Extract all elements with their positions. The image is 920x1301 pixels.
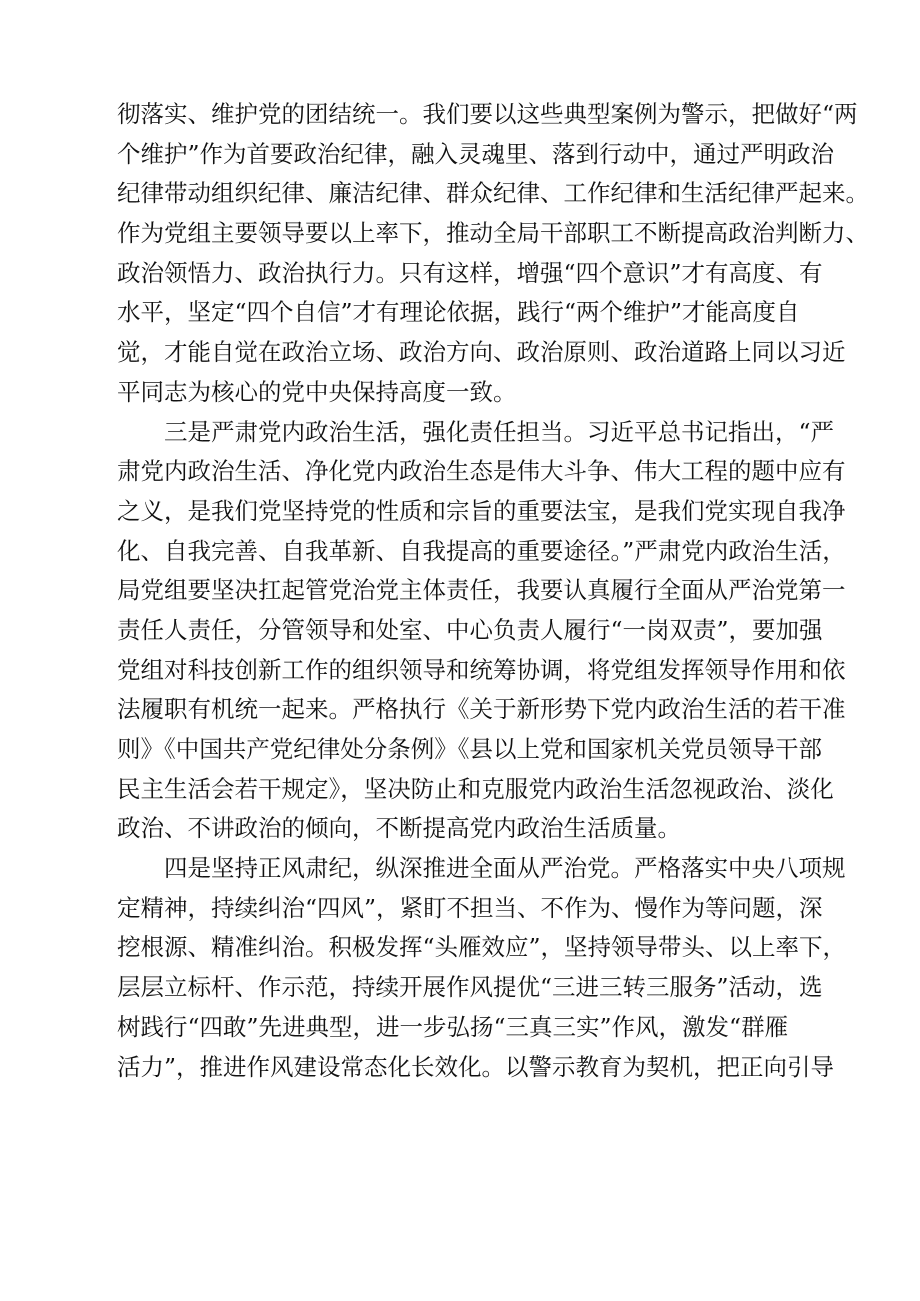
text-line: 局党组要坚决扛起管党治党主体责任，我要认真履行全面从严治党第一 <box>117 576 846 605</box>
body-text <box>117 95 869 1087</box>
text-line: 作为党组主要领导要以上率下，推动全局干部职工不断提高政治判断力、 <box>117 219 869 248</box>
text-line: 肃党内政治生活、净化党内政治生态是伟大斗争、伟大工程的题中应有 <box>117 457 846 486</box>
text-line: 民主生活会若干规定》，坚决防止和克服党内政治生活忽视政治、淡化 <box>117 774 834 803</box>
text-line: 彻落实、维护党的团结统一。我们要以这些典型案例为警示，把做好“两 <box>117 100 858 128</box>
text-line: 纪律带动组织纪律、廉洁纪律、群众纪律、工作纪律和生活纪律严起来。 <box>117 179 869 208</box>
text-line: 层层立标杆、作示范，持续开展作风提优“三进三转三服务”活动，选 <box>117 973 823 1002</box>
text-line: 挖根源、精准纠治。积极发挥“头雁效应”，坚持领导带头、以上率下， <box>117 933 847 962</box>
text-line: 政治领悟力、政治执行力。只有这样，增强“四个意识”才有高度、有 <box>117 258 823 287</box>
text-line: 责任人责任，分管领导和处室、中心负责人履行“一岗双责”，要加强 <box>117 615 823 644</box>
text-line: 水平，坚定“四个自信”才有理论依据，践行“两个维护”才能高度自 <box>117 298 800 327</box>
text-line: 法履职有机统一起来。严格执行《关于新形势下党内政治生活的若干准 <box>117 695 846 724</box>
text-line: 化、自我完善、自我革新、自我提高的重要途径。”严肃党内政治生活， <box>117 536 846 565</box>
text-line: 则》《中国共产党纪律处分条例》《县以上党和国家机关党员领导干部 <box>117 735 822 763</box>
text-line: 党组对科技创新工作的组织领导和统筹协调，将党组发挥领导作用和依 <box>117 655 846 684</box>
text-line: 政治、不讲政治的倾向，不断提高党内政治生活质量。 <box>117 814 681 843</box>
paragraph-heading-line: 三是严肃党内政治生活，强化责任担当。习近平总书记指出，“严 <box>164 417 835 446</box>
text-line: 觉，才能自觉在政治立场、政治方向、政治原则、政治道路上同以习近 <box>117 338 846 367</box>
paragraph-heading-line: 四是坚持正风肃纪，纵深推进全面从严治党。严格落实中央八项规 <box>164 854 846 883</box>
text-line: 树践行“四敢”先进典型，进一步弘扬“三真三实”作风，激发“群雁 <box>117 1012 789 1041</box>
text-line: 个维护”作为首要政治纪律，融入灵魂里、落到行动中，通过严明政治 <box>117 139 835 168</box>
text-line: 活力”，推进作风建设常态化长效化。以警示教育为契机，把正向引导 <box>117 1052 835 1081</box>
text-line: 平同志为核心的党中央保持高度一致。 <box>117 377 517 406</box>
text-line: 之义，是我们党坚持党的性质和宗旨的重要法宝，是我们党实现自我净 <box>117 496 846 525</box>
text-line: 定精神，持续纠治“四风”，紧盯不担当、不作为、慢作为等问题，深 <box>117 893 823 922</box>
